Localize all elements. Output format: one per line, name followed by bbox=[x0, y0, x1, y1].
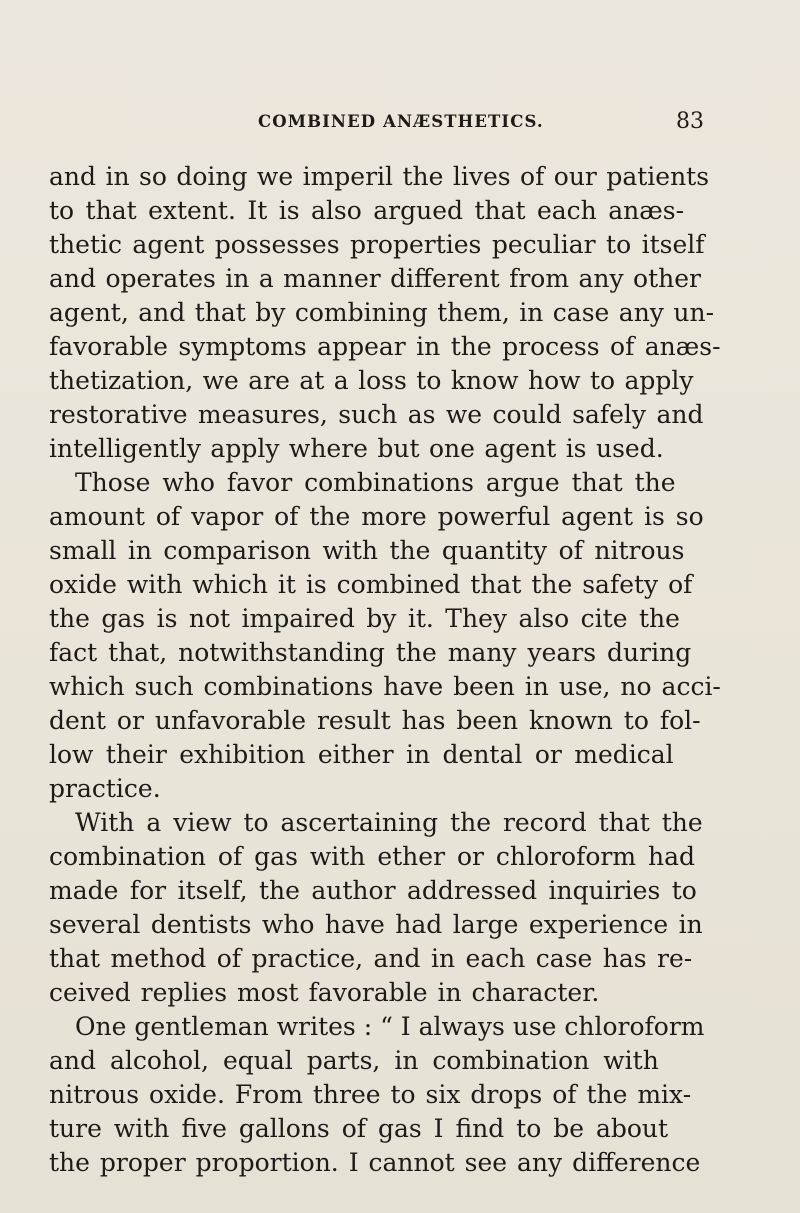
page-number: 83 bbox=[676, 109, 704, 134]
page-header bbox=[0, 109, 800, 136]
text-line: One gentleman writes : “ I always use chloroform bbox=[75, 1012, 705, 1041]
text-line: oxide with which it is combined that the safety of bbox=[49, 570, 693, 599]
text-line: to that extent. It is also argued that each anæs- bbox=[49, 196, 685, 225]
text-line: ture with five gallons of gas I find to be about bbox=[49, 1114, 669, 1143]
text-line: Those who favor combinations argue that the bbox=[75, 468, 676, 497]
text-line: and operates in a manner different from any other bbox=[49, 264, 702, 293]
text-line: amount of vapor of the more powerful agent is so bbox=[49, 502, 704, 531]
text-line: With a view to ascertaining the record that the bbox=[75, 808, 703, 837]
text-line: which such combinations have been in use, no acci- bbox=[49, 672, 721, 701]
text-line: combination of gas with ether or chloroform had bbox=[49, 842, 695, 871]
text-line: the gas is not impaired by it. They also cite the bbox=[49, 604, 680, 633]
text-line: low their exhibition either in dental or medical bbox=[49, 740, 674, 769]
text-line: thetization, we are at a loss to know how to apply bbox=[49, 366, 694, 395]
text-line: restorative measures, such as we could safely and bbox=[49, 400, 704, 429]
text-line: thetic agent possesses properties peculiar to itself bbox=[49, 230, 705, 259]
text-line: the proper proportion. I cannot see any difference bbox=[49, 1148, 701, 1177]
text-line: nitrous oxide. From three to six drops of the mix- bbox=[49, 1080, 692, 1109]
text-line: several dentists who have had large experience in bbox=[49, 910, 703, 939]
text-line: intelligently apply where but one agent is used. bbox=[49, 434, 664, 463]
text-line: dent or unfavorable result has been known to fol- bbox=[49, 706, 701, 735]
text-line: agent, and that by combining them, in case any un- bbox=[49, 298, 715, 327]
text-line: small in comparison with the quantity of nitrous bbox=[49, 536, 685, 565]
text-line: that method of practice, and in each case has re- bbox=[49, 944, 693, 973]
text-line: fact that, notwithstanding the many years during bbox=[49, 638, 692, 667]
running-title: COMBINED ANÆSTHETICS. bbox=[258, 112, 544, 131]
text-line: made for itself, the author addressed inquiries to bbox=[49, 876, 697, 905]
text-line: practice. bbox=[49, 774, 161, 803]
text-line: favorable symptoms appear in the process of anæs- bbox=[49, 332, 721, 361]
text-line: and in so doing we imperil the lives of our patients bbox=[49, 162, 710, 191]
text-line: ceived replies most favorable in character. bbox=[49, 978, 600, 1007]
text-line: and alcohol, equal parts, in combination with bbox=[49, 1046, 659, 1075]
